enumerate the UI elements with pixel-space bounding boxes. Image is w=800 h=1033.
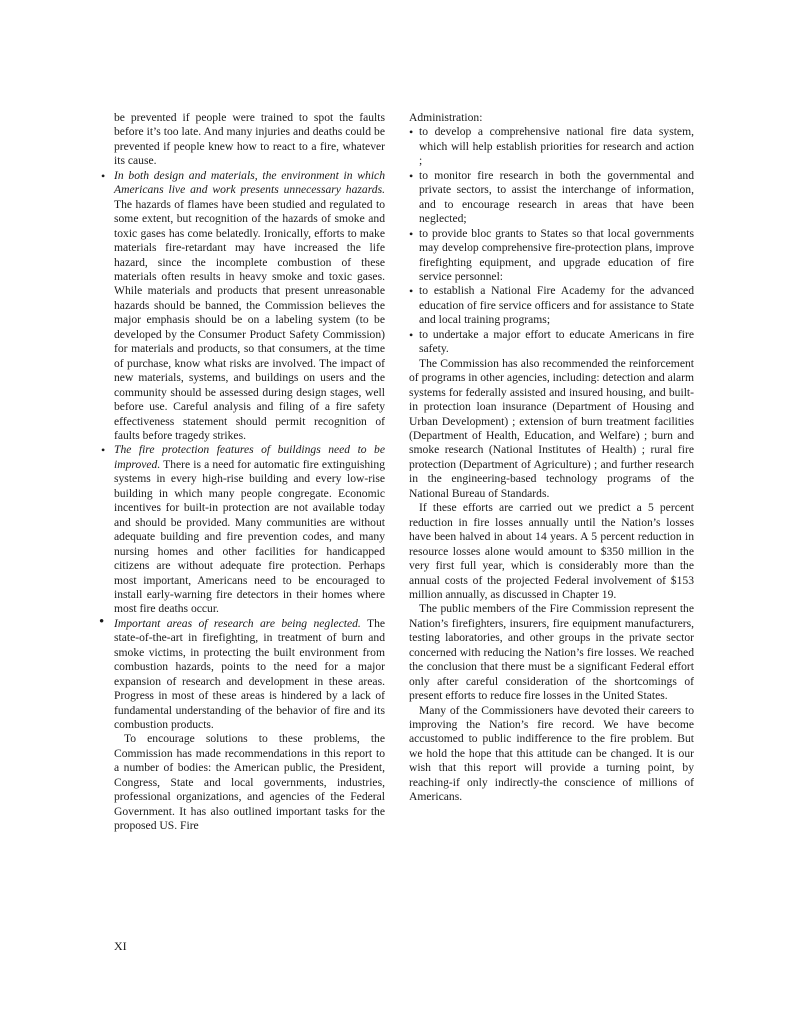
bullet-heading: In both design and materials, the environment in which Americans live and work presents unnecessary hazards. <box>114 168 385 197</box>
list-item: • to provide bloc grants to States so that local governments may develop comprehensive fire-protection plans, improve firefighting equipment, and upgrade education of fire service personnel: <box>409 227 694 285</box>
list-item: • to undertake a major effort to educate Americans in fire safety. <box>409 328 694 357</box>
paragraph-prediction: If these efforts are carried out we predict a 5 percent reduction in fire losses annually until the Nation’s losses have been halved in about 14 years. A 5 percent reduction in resource losses alone would amount to $350 million in the very first full year, which is considerably more than the annual costs of the projected Federal involvement of $153 million annually, as discussed in Chapter 19. <box>409 501 694 601</box>
paragraph-public-members: The public members of the Fire Commission represent the Nation’s firefighters, insurers, fire equipment manufacturers, testing laboratories, and other groups in the private sector concerned with reducing the Nation’s fire losses. We reached the conclusion that there must be a significant Federal effort only after careful consideration of the shortcomings of present efforts to reduce fire losses in the United States. <box>409 602 694 703</box>
page-number: XI <box>114 939 127 953</box>
bullet-building-protection <box>114 443 385 616</box>
paragraph-other-agencies: The Commission has also recommended the reinforcement of programs in other agencies, including: detection and alarm systems for federally assisted and insured housing, and built-in protection loan insurance (Department of Housing and Urban Development) ; extension of burn treatment facilities (Department of Health, Education, and Welfare) ; burn and smoke research (National Institutes of Health) ; rural fire protection (Department of Agriculture) ; and further research in the engineering-based technology programs of the National Bureau of Standards. <box>409 356 694 500</box>
paragraph-continued: Administration: <box>409 111 483 124</box>
paragraph-conclusion: Many of the Commissioners have devoted their careers to improving the Nation’s fire record. We have become accustomed to public indifference to the fire problem. But we hold the hope that this attitude can be changed. It is our wish that this report will provide a turning point, by reaching-if only indirectly-the conscience of millions of Americans. <box>409 703 694 804</box>
bullet-body: The hazards of flames have been studied and regulated to some extent, but recognition of the hazards of smoke and toxic gases has come belatedly. Ironically, efforts to make materials fire-retardant may have increased the life hazard, since the incomplete combustion of these materials often results in heavy smoke and toxic gases. While materials and products that present unreasonable hazards should be banned, the Commission believes the major emphasis should be on a labeling system (to be developed by the Consumer Product Safety Commission) for materials and products, so that consumers, at the time of purchase, know what risks are involved. The impact of new materials, systems, and buildings on users and the community should be assessed during design stages, well before use. Careful analysis and filing of a fire safety effectiveness statement should permit recognition of faults before tragedy strikes. <box>114 197 385 442</box>
bullet-heading: Important areas of research are being neglected. <box>114 616 361 630</box>
bullet-body: There is a need for automatic fire extinguishing systems in every high-rise building and every low-rise building in which many people congregate. Economic incentives for built-in protection are not available today and should be provided. Many communities are without adequate building and fire prevention codes, and many nursing homes and other facilities for handicapped citizens are without adequate fire protection. Perhaps most important, Americans need to be encouraged to install early-warning fire detectors in their homes where most fire deaths occur. <box>114 457 385 616</box>
list-item: • to establish a National Fire Academy for the advanced education of fire service officers and for assistance to State and local training programs; <box>409 284 694 327</box>
bullet-body: The state-of-the-art in firefighting, in treatment of burn and smoke victims, in protecting the built environment from combustion hazards, points to the need for a major expansion of research and development in these areas. Progress in most of these areas is hindered by a lack of fundamental understanding of the behavior of fire and its combustion products. <box>114 616 386 732</box>
list-item: • to develop a comprehensive national fire data system, which will help establish priorities for research and action ; <box>409 125 694 168</box>
bullet-heading: The fire protection features of buildings need to be improved. <box>114 443 385 471</box>
paragraph-recommendations: To encourage solutions to these problems, the Commission has made recommendations in this report to a number of bodies: the American public, the President, Congress, State and local governments, industries, professional organizations, and agencies of the Federal Government. It has also outlined important tasks for the proposed US. Fire <box>114 732 385 833</box>
right-column <box>409 111 694 805</box>
bullet-research-neglected <box>114 617 385 733</box>
list-item: • to monitor fire research in both the governmental and private sectors, to assist the interchange of information, and to encourage research in areas that have been neglected; <box>409 169 694 227</box>
bullet-environment-hazards <box>114 169 385 444</box>
paragraph-continued: be prevented if people were trained to spot the faults before it’s too late. And many injuries and deaths could be prevented if people knew how to react to a fire, whatever its cause. <box>114 111 385 168</box>
left-column <box>114 111 385 834</box>
